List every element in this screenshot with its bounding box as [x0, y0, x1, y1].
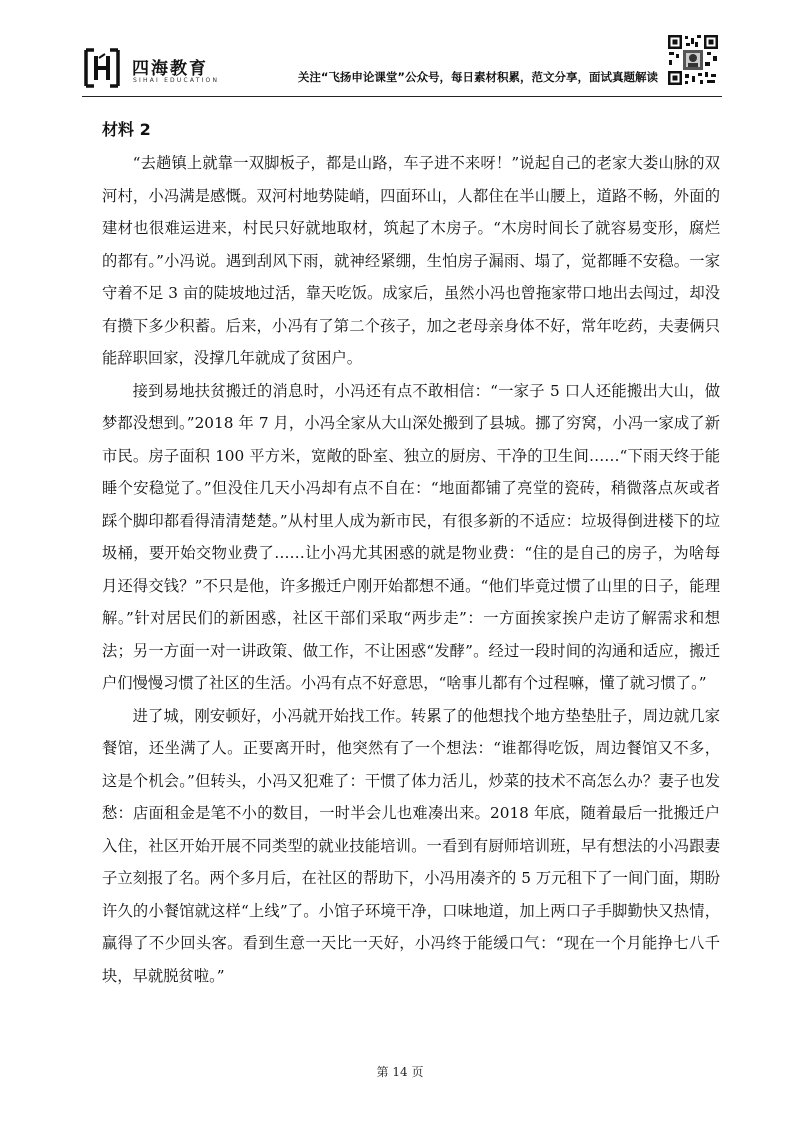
page-number: 第 14 页 [376, 1065, 424, 1079]
paragraph-1: “去趟镇上就靠一双脚板子，都是山路，车子进不来呀！”说起自己的老家大娄山脉的双河村，小冯满是感慨。双河村地势陡峭，四面环山，人都住在半山腰上，道路不畅，外面的建材也很难运进来，村民只好就地取材，筑起了木房子。“木房时间长了就容易变形，腐烂的都有。”小冯说。遇到刮风下雨，就神经紧绷，生怕房子漏雨、塌了，觉都睡不安稳。一家守着不足 3 亩的陡坡地过活，靠天吃饭。成家后，虽然小冯也曾拖家带口地出去闯过，却没有攒下多少积蓄。后来，小冯有了第二个孩子，加之老母亲身体不好，常年吃药，夫妻俩只能辞职回家，没撑几年就成了贫困户。 [102, 154, 720, 367]
header-tagline: 关注“飞扬申论课堂”公众号，每日素材积累，范文分享，面试真题解读 [297, 70, 658, 84]
brand-subtitle: SIHAI EDUCATION [133, 77, 220, 84]
sihai-logo-icon [82, 46, 122, 90]
section-title: 材料 2 [102, 120, 151, 139]
paragraph-3: 进了城，刚安顿好，小冯就开始找工作。转累了的他想找个地方垫垫肚子，周边就几家餐馆，还坐满了人。正要离开时，他突然有了一个想法：“谁都得吃饭，周边餐馆又不多，这是个机会。”但转头，小冯又犯难了：干惯了体力活儿，炒菜的技术不高怎么办？妻子也发愁：店面租金是笔不小的数目，一时半会儿也难凑出来。2018 年底，随着最后一批搬迁户入住，社区开始开展不同类型的就业技能培训。一看到有厨师培训班，早有想法的小冯跟妻子立刻报了名。两个多月后，在社区的帮助下，小冯用凑齐的 5 万元租下了一间门面，期盼许久的小餐馆就这样“上线”了。小馆子环境干净，口味地道，加上两口子手脚勤快又热情，赢得了不少回头客。看到生意一天比一天好，小冯终于能缓口气：“现在一个月能挣七八千块，早就脱贫啦。” [102, 706, 720, 985]
header-divider [82, 96, 722, 97]
brand-name: 四海教育 [132, 59, 208, 79]
document-body [102, 113, 720, 992]
paragraph-2: 接到易地扶贫搬迁的消息时，小冯还有点不敢相信：“一家子 5 口人还能搬出大山，做梦都没想到。”2018 年 7 月，小冯全家从大山深处搬到了县城。挪了穷窝，小冯一家成了新市民。房子面积 100 平方米，宽敞的卧室、独立的厨房、干净的卫生间……“下雨天终于能睡个安稳觉了。”但没住几天小冯却有点不自在：“地面都铺了亮堂的瓷砖，稍微落点灰或者踩个脚印都看得清清楚楚。”从村里人成为新市民，有很多新的不适应：垃圾得倒进楼下的垃圾桶，要开始交物业费了……让小冯尤其困惑的就是物业费：“住的是自己的房子，为啥每月还得交钱？”不只是他，许多搬迁户刚开始都想不通。“他们毕竟过惯了山里的日子，能理解。”针对居民们的新困惑，社区干部们采取“两步走”：一方面挨家挨户走访了解需求和想法；另一方面一对一讲政策、做工作，不让困惑“发酵”。经过一段时间的沟通和适应，搬迁户们慢慢习惯了社区的生活。小冯有点不好意思，“啥事儿都有个过程嘛，懂了就习惯了。” [102, 381, 720, 692]
qr-code-icon [667, 34, 719, 86]
page-header [0, 0, 800, 100]
